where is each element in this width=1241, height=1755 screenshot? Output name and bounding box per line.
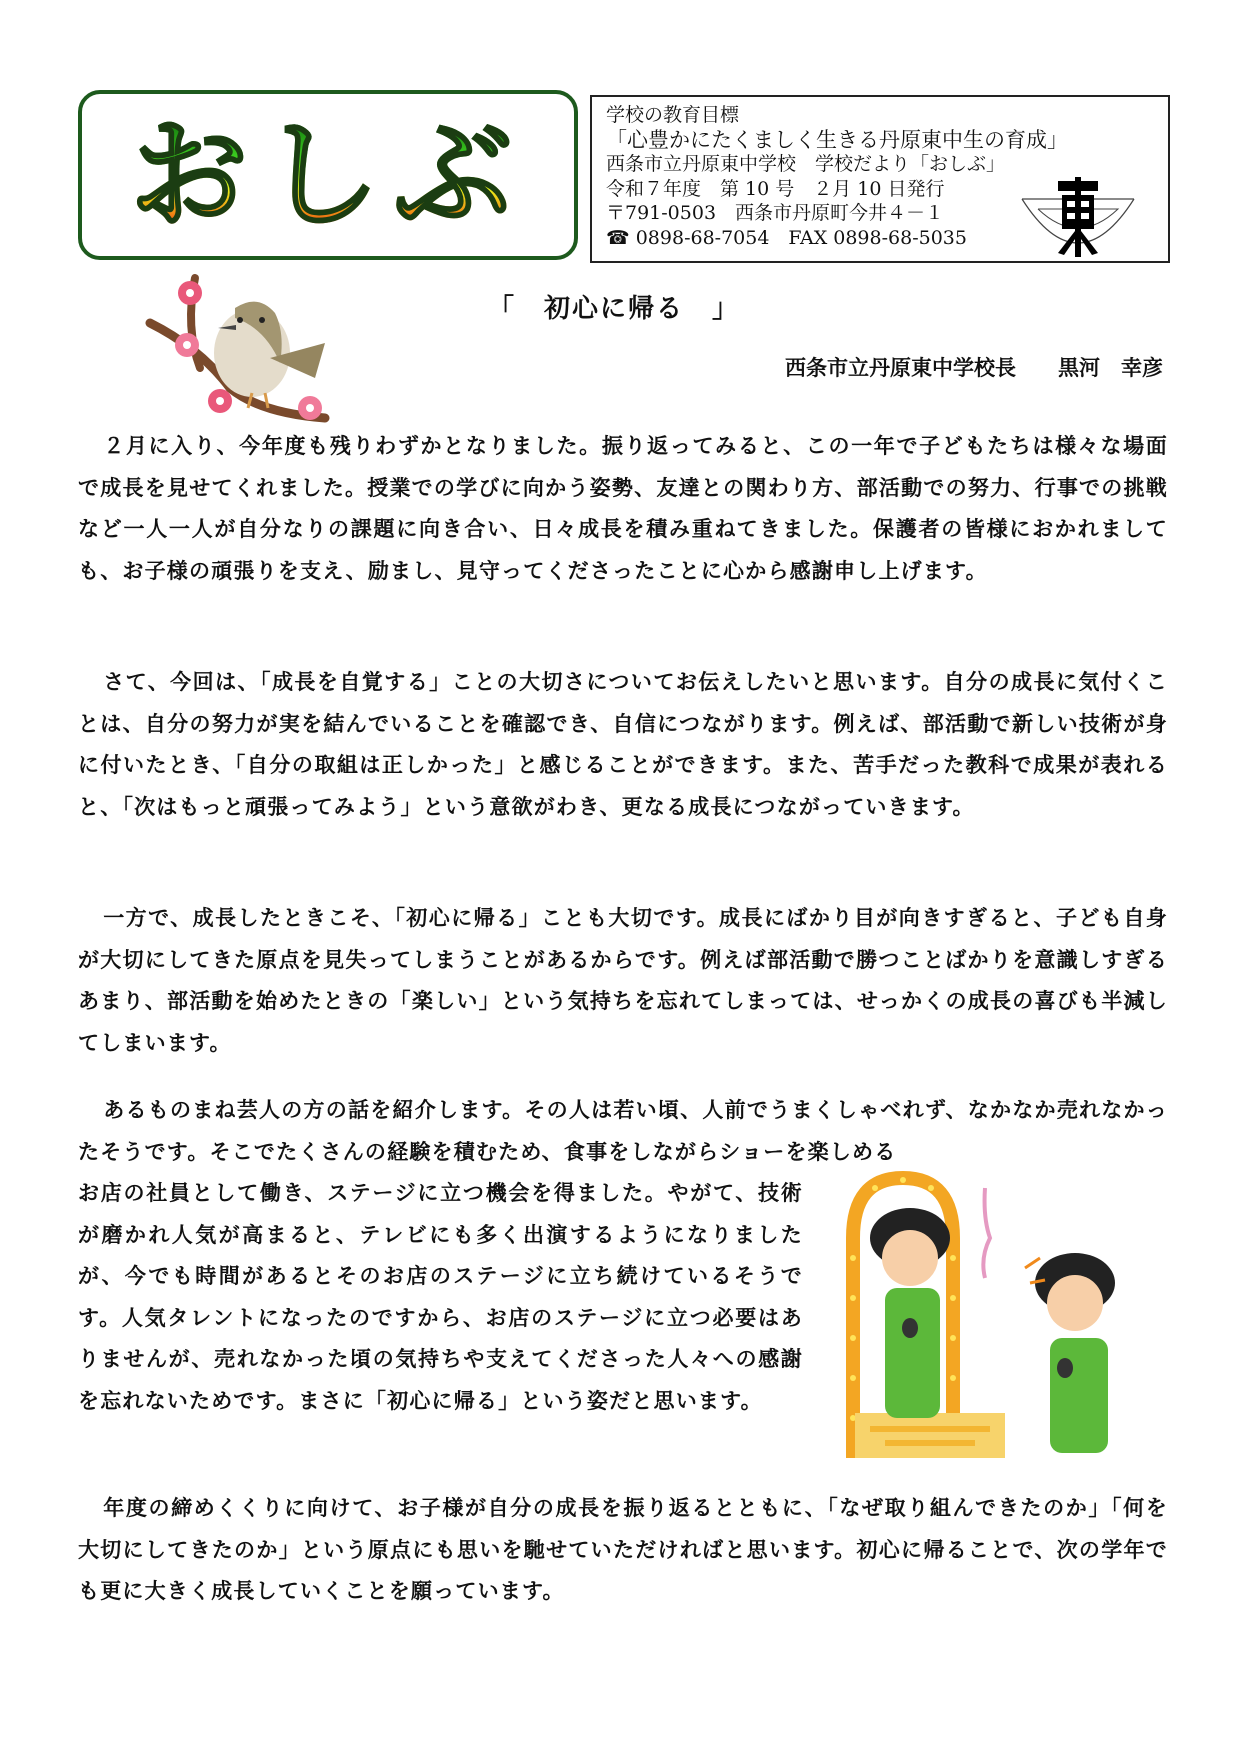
school-info-box xyxy=(590,95,1170,263)
author-byline: 西条市立丹原東中学校長 黒河 幸彦 xyxy=(785,356,1163,380)
newsletter-title: おしぶ xyxy=(129,106,526,244)
paragraph-2: さて、今回は、「成長を自覚する」ことの大切さについてお伝えしたいと思います。自分の成長に気付くことは、自分の努力が実を結んでいることを確認でき、自信につながります。例えば、部活動で新しい技術が身に付いたとき、「自分の取組は正しかった」と感じることができます。また、苦手だった教科で成果が表れると、「次はもっと頑張ってみよう」という意欲がわき、更なる成長につながっていきます。 xyxy=(78,670,1168,819)
education-goal: 「心豊かにたくましく生きる丹原東中生の育成」 xyxy=(606,127,1068,152)
education-goal-label: 学校の教育目標 xyxy=(606,104,740,126)
paragraph-4: あるものまね芸人の方の話を紹介します。その人は若い頃、人前でうまくしゃべれず、なかなか売れなかったそうです。そこでたくさんの経験を積むため、食事をしながらショーを楽しめる お店の社員として働き、ステージに立つ機会を得ました。やがて、技術が磨かれ人気が高まると、テレビにも多く出演するようになりましたが、今でも時間があるとそのお店のステージに立ち続けているそうです。人気タレントになったのですから、お店のステージに立つ必要はありませんが、売れなかった頃の気持ちや支えてくださった人々への感謝を忘れないためです。まさに「初心に帰る」という姿だと思います。 xyxy=(78,1090,1168,1422)
phone-fax: 0898-68-7054 FAX 0898-68-5035 xyxy=(629,226,967,249)
masthead-logo xyxy=(78,90,578,260)
school-emblem-icon xyxy=(1018,177,1138,257)
article-title: 「 初心に帰る 」 xyxy=(488,294,741,324)
bird-on-branch-illustration xyxy=(140,268,330,428)
paragraph-4-wrapped: お店の社員として働き、ステージに立つ機会を得ました。やがて、技術が磨かれ人気が高まると、テレビにも多く出演するようになりましたが、今でも時間があるとそのお店のステージに立ち続けているそうです。人気タレントになったのですから、お店のステージに立つ必要はありませんが、売れなかった頃の気持ちや支えてくださった人々への感謝を忘れないためです。まさに「初心に帰る」という姿だと思います。 xyxy=(78,1181,803,1413)
paragraph-5: 年度の締めくくりに向けて、お子様が自分の成長を振り返るとともに、「なぜ取り組んできたのか」「何を大切にしてきたのか」という原点にも思いを馳せていただければと思います。初心に帰ることで、次の学年でも更に大きく成長していくことを願っています。 xyxy=(78,1496,1168,1603)
publisher: 西条市立丹原東中学校 学校だより「おしぶ」 xyxy=(606,153,1006,175)
telephone-icon: ☎ xyxy=(606,226,630,249)
address: 〒791-0503 西条市丹原町今井４－１ xyxy=(606,202,945,224)
paragraph-1: ２月に入り、今年度も残りわずかとなりました。振り返ってみると、この一年で子どもたちは様々な場面で成長を見せてくれました。授業での学びに向かう姿勢、友達との関わり方、部活動での努力、行事での挑戦など一人一人が自分なりの課題に向き合い、日々成長を積み重ねてきました。保護者の皆様におかれましても、お子様の頑張りを支え、励まし、見守ってくださったことに心から感謝申し上げます。 xyxy=(78,434,1168,583)
paragraph-3: 一方で、成長したときこそ、「初心に帰る」ことも大切です。成長にばかり目が向きすぎると、子ども自身が大切にしてきた原点を見失ってしまうことがあるからです。例えば部活動で勝つことばかりを意識しすぎるあまり、部活動を始めたときの「楽しい」という気持ちを忘れてしまっては、せっかくの成長の喜びも半減してしまいます。 xyxy=(78,906,1168,1055)
issue-info: 令和７年度 第 10 号 ２月 10 日発行 xyxy=(606,177,945,200)
comedians-illustration xyxy=(835,1168,1155,1458)
